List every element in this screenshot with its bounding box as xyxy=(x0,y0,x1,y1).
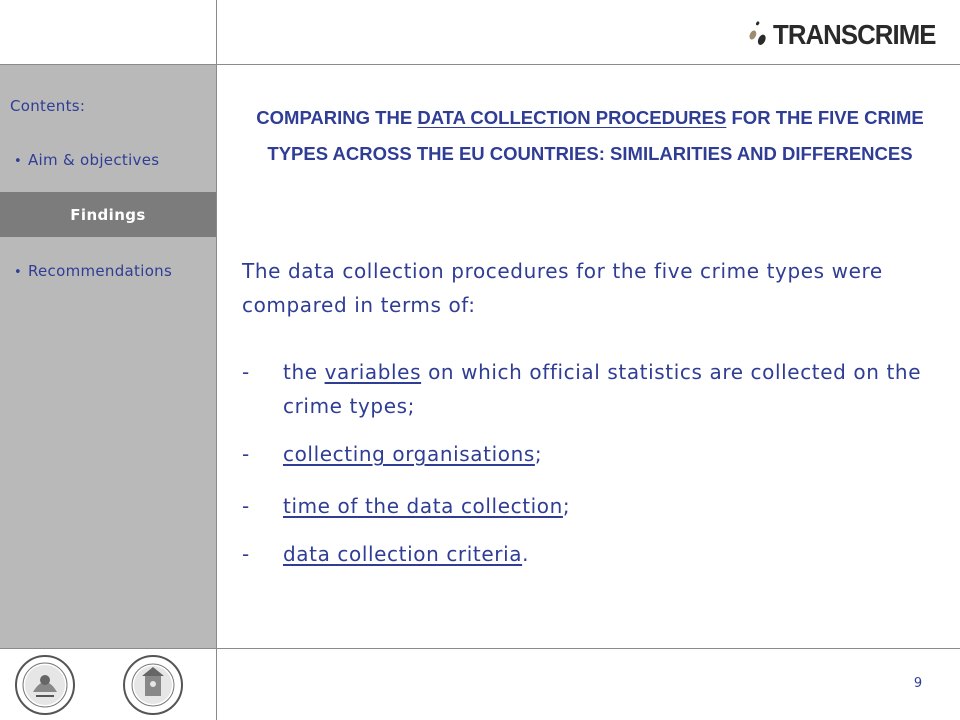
title-underlined-phrase: DATA COLLECTION PROCEDURES xyxy=(417,107,727,128)
intro-text: The data collection procedures for the five crime types were compared in terms of: xyxy=(242,259,883,317)
list-item: - collecting organisations; xyxy=(242,442,543,466)
university-seal-left-icon xyxy=(14,654,76,716)
bullet-dot-icon: • xyxy=(14,265,22,280)
list-item: - time of the data collection; xyxy=(242,494,571,518)
contents-title: Contents: xyxy=(10,97,86,115)
list-item: - data collection criteria. xyxy=(242,542,530,566)
sidebar-item-label: Aim & objectives xyxy=(27,151,160,169)
bullet-dot-icon: • xyxy=(14,154,22,169)
divider-bottom xyxy=(0,648,960,649)
divider-vertical xyxy=(216,0,217,720)
sidebar-item-aim-objectives[interactable] xyxy=(14,151,159,169)
page-number: 9 xyxy=(913,676,923,691)
term-collecting-organisations: collecting organisations xyxy=(283,442,535,466)
slide-title: COMPARING THE DATA COLLECTION PROCEDURES FOR THE FIVE CRIME TYPES ACROSS THE EU COUNTRIES: SIMILARITIES AND DIFFERENCES xyxy=(256,107,924,164)
sidebar xyxy=(0,65,216,648)
term-data-collection-criteria: data collection criteria xyxy=(283,542,523,566)
list-item: - the variables on which official statistics are collected on the crime types; xyxy=(242,360,922,418)
logo-text: TRANSCRIME xyxy=(773,19,936,50)
term-variables: variables xyxy=(324,360,422,384)
sidebar-item-label: Recommendations xyxy=(27,262,173,280)
transcrime-logo xyxy=(744,14,950,56)
university-seal-right-icon xyxy=(122,654,184,716)
sidebar-item-findings[interactable] xyxy=(0,192,216,237)
logo-mark-icon xyxy=(744,14,771,56)
sidebar-item-recommendations[interactable] xyxy=(14,262,172,280)
term-time-of-data-collection: time of the data collection xyxy=(283,494,563,518)
sidebar-item-label: Findings xyxy=(70,205,146,224)
